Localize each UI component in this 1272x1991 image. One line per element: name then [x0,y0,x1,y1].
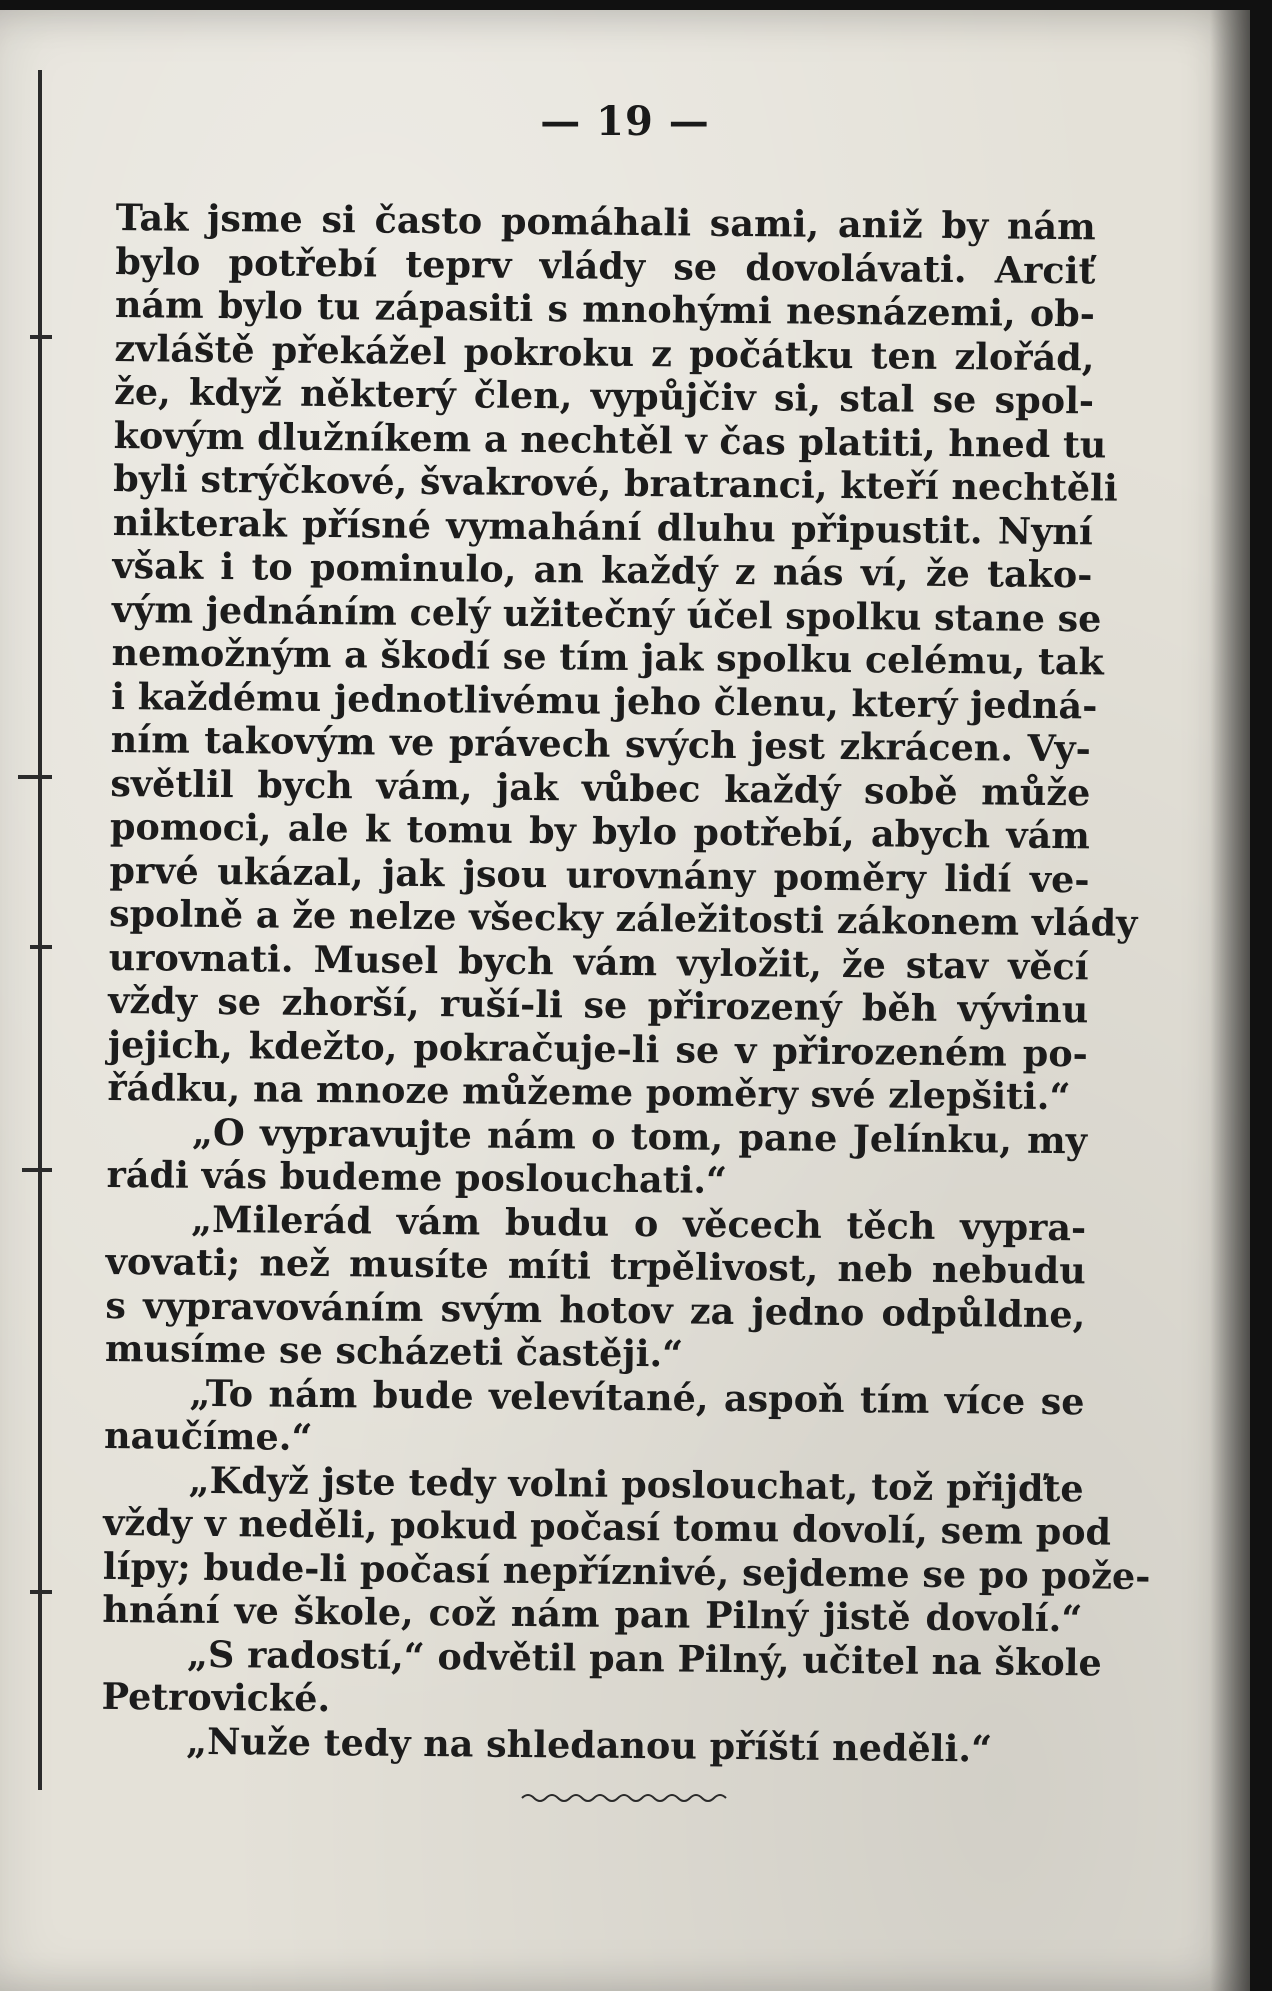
text-line: však i to pominulo, an každý z nás ví, že tako- [112,543,1093,597]
text-line: hnání ve škole, což nám pan Pilný jistě dovolí.“ [102,1587,1083,1641]
text-line: vovati; než musíte míti trpělivost, neb nebudu [105,1239,1086,1293]
text-line: nám bylo tu zápasiti s mnohými nesnázemi, ob- [114,282,1096,336]
end-ornament [0,1790,1250,1811]
gutter-mark [30,945,52,949]
text-line: „S radostí,“ odvětil pan Pilný, učitel na škole [186,1632,1102,1685]
text-line: „O vypravujte nám o tom, pane Jelínku, my [191,1110,1088,1162]
text-line: „Když jste tedy volni poslouchat, tož přijďte [188,1458,1084,1510]
gutter-mark [18,775,52,779]
gutter-mark [22,1168,52,1172]
text-line: musíme se scházeti častěji.“ [104,1326,684,1376]
text-line: řádku, na mnoze můžeme poměry své zlepšiti.“ [107,1065,1071,1119]
page-number: — 19 — [540,98,710,145]
body-text [101,196,1151,1771]
text-line: nemožným a škodí se tím jak spolku celému, tak [111,630,1105,684]
text-line: „Nuže tedy na shledanou příští neděli.“ [185,1719,993,1770]
text-line: pomoci, ale k tomu by bylo potřebí, abych vám [109,804,1091,858]
text-line: naučíme.“ [103,1413,313,1459]
text-line: vým jednáním celý užitečný účel spolku stane se [111,587,1102,640]
text-line: vždy se zhorší, ruší-li se přirozený běh vývinu [108,978,1089,1032]
page-binding-shadow [1210,10,1250,1991]
text-line: jejich, kdežto, pokračuje-li se v přirozeném po- [107,1022,1089,1075]
text-line: Tak jsme si často pomáhali sami, aniž by nám [115,196,1096,249]
text-line: „To nám bude velevítané, aspoň tím více se [189,1371,1085,1423]
text-line: spolně a že nelze všecky záležitosti zákonem vlády [108,891,1138,945]
text-line: rádi vás budeme poslouchati.“ [106,1152,728,1202]
text-line: i každému jednotlivému jeho členu, který jedná- [110,674,1098,727]
text-line: „Milerád vám budu o věcech těch vypra- [190,1197,1087,1249]
gutter-mark [30,1590,52,1594]
text-line: prvé ukázal, jak jsou urovnány poměry lidí ve- [109,848,1090,901]
text-line: bylo potřebí teprv vlády se dovolávati. Arciť [115,239,1096,292]
text-line: s vypravováním svým hotov za jedno odpůldne, [105,1283,1086,1336]
text-line: světlil bych vám, jak vůbec každý sobě může [110,761,1091,814]
text-line: že, když některý člen, vypůjčiv si, stal se spol- [113,369,1095,423]
text-line: vždy v neděli, pokud počasí tomu dovolí, sem pod [103,1500,1112,1554]
gutter-line [38,70,42,1790]
text-line: urovnati. Musel bych vám vyložit, že stav věcí [108,935,1089,988]
text-line: byli strýčkové, švakrové, bratranci, kteří nechtěli [113,456,1118,510]
book-page [0,10,1250,1991]
text-line: lípy; bude-li počasí nepříznivé, sejdeme se po pože- [102,1544,1151,1598]
gutter-mark [30,335,52,339]
text-line: zvláště překážel pokroku z počátku ten zlořád, [114,326,1095,379]
text-line: ním takovým ve právech svých jest zkrácen. Vy- [110,717,1091,771]
text-line: Petrovické. [101,1674,331,1721]
text-line: nikterak přísné vymahání dluhu připustit. Nyní [112,500,1094,553]
wavy-line-ornament [520,1790,730,1806]
text-line: kovým dlužníkem a nechtěl v čas platiti, hned tu [113,413,1107,467]
